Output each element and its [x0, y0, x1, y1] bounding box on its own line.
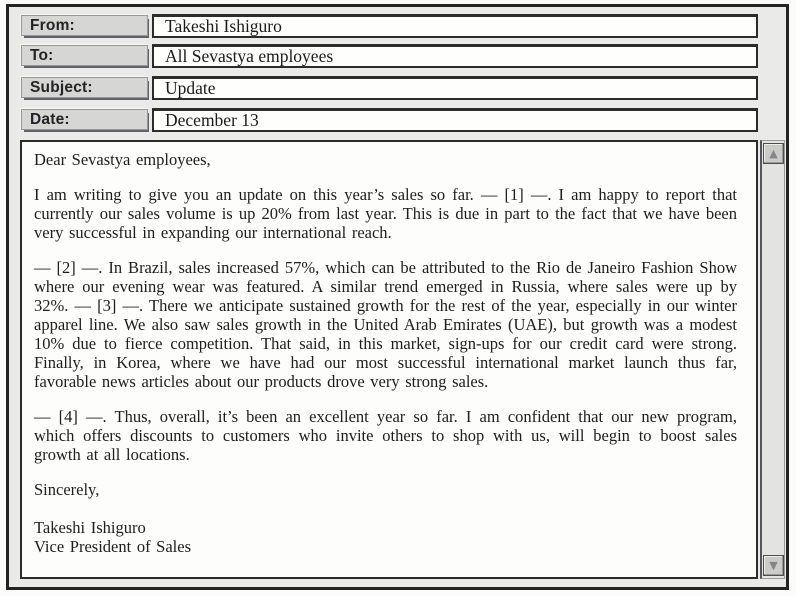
subject-label: Subject: — [21, 77, 148, 98]
scroll-up-button[interactable] — [763, 143, 784, 164]
date-label: Date: — [21, 109, 148, 130]
message-body[interactable] — [20, 140, 758, 579]
paragraph-2: — [2] —. In Brazil, sales increased 57%, which can be attributed to the Rio de Janeiro Fashion Show where our evening wear was featured. A similar trend emerged in Russia, where sales were up by 32%. — [3] —. There we anticipate sustained growth for the rest of the year, especially in our winter apparel line. We also saw sales growth in the United Arab Emirates (UAE), but growth was a modest 10% due to fierce competition. That said, in this market, sign-ups for our credit card were strong. Finally, in Korea, where we have had our most successful international market launch thus far, favorable news articles about our products drove very strong sales. — [34, 258, 737, 391]
arrow-up-icon: ▲ — [769, 147, 778, 160]
from-label: From: — [21, 15, 148, 36]
subject-field[interactable]: Update — [152, 76, 758, 100]
from-field[interactable]: Takeshi Ishiguro — [152, 14, 758, 38]
to-field[interactable]: All Sevastya employees — [152, 44, 758, 68]
signature-title: Vice President of Sales — [34, 537, 192, 556]
scrollbar[interactable] — [760, 140, 785, 579]
email-window-frame — [6, 4, 789, 590]
closing: Sincerely, — [34, 480, 100, 499]
paragraph-1: I am writing to give you an update on this year’s sales so far. — [1] —. I am happy to report that currently our sales volume is up 20% from last year. This is due in part to the fact that we have been very successful in expanding our international reach. — [34, 185, 737, 242]
to-label: To: — [21, 45, 148, 66]
scroll-down-button[interactable] — [763, 555, 784, 576]
paragraph-3: — [4] —. Thus, overall, it’s been an excellent year so far. I am confident that our new program, which offers discounts to customers who invite others to shop with us, will begin to boost sales growth at all locations. — [34, 407, 737, 464]
signature-name: Takeshi Ishiguro — [34, 518, 146, 537]
arrow-down-icon: ▼ — [769, 559, 778, 572]
date-field[interactable]: December 13 — [152, 108, 758, 132]
greeting: Dear Sevastya employees, — [34, 150, 211, 169]
